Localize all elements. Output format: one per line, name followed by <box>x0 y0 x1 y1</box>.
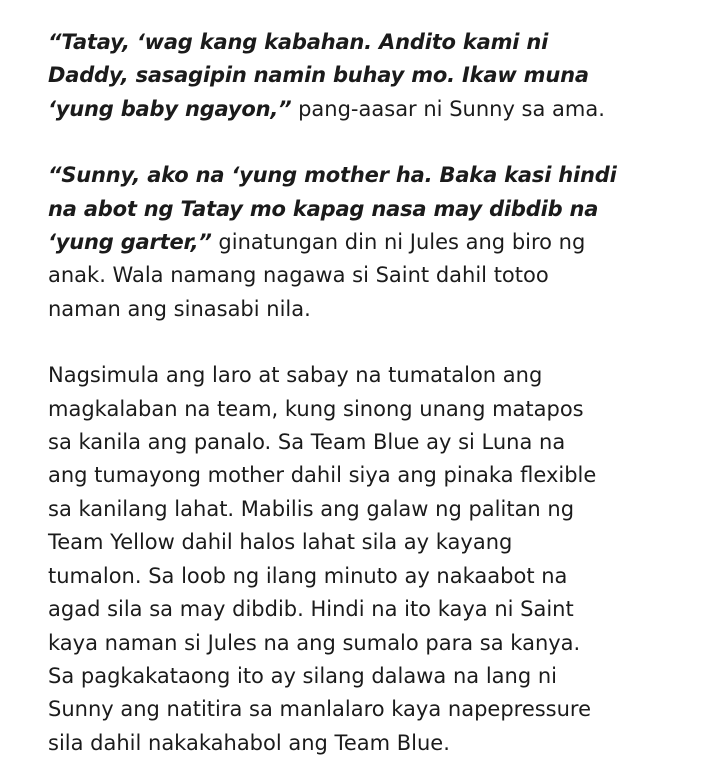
narration-text: Team Yellow dahil halos lahat sila ay kayang <box>48 530 513 555</box>
text-line <box>48 193 690 226</box>
dialogue-text: “Tatay, ‘wag kang kabahan. Andito kami ni <box>48 30 549 54</box>
narration-text: sa kanilang lahat. Mabilis ang galaw ng palitan ng <box>48 496 575 521</box>
text-line <box>48 727 690 760</box>
text-line <box>48 560 690 593</box>
narration-text: agad sila sa may dibdib. Hindi na ito kaya ni Saint <box>48 597 574 622</box>
narration-text: Nagsimula ang laro at sabay na tumatalon ang <box>48 363 543 388</box>
text-line <box>48 259 690 292</box>
text-line <box>48 293 690 326</box>
narration-text: sila dahil nakakahabol ang Team Blue. <box>48 730 450 755</box>
paragraph-game-narration <box>48 359 690 760</box>
text-line <box>48 59 690 92</box>
text-line <box>48 159 690 192</box>
narration-text: Sa pagkakataong ito ay silang dalawa na lang ni <box>48 663 557 688</box>
narration-text: sa kanila ang panalo. Sa Team Blue ay si Luna na <box>48 430 566 455</box>
text-line <box>48 359 690 392</box>
narration-text: ang tumayong mother dahil siya ang pinaka flexible <box>48 463 597 488</box>
narration-text: tumalon. Sa loob ng ilang minuto ay nakaabot na <box>48 563 568 588</box>
narration-text: anak. Wala namang nagawa si Saint dahil totoo <box>48 263 549 288</box>
text-line <box>48 526 690 559</box>
text-line <box>48 226 690 259</box>
narration-text: kaya naman si Jules na ang sumalo para sa kanya. <box>48 630 581 655</box>
paragraph-tatay-dialogue <box>48 26 690 126</box>
narration-text: Sunny ang natitira sa manlalaro kaya napepressure <box>48 697 592 722</box>
dialogue-text: ‘yung garter,” <box>48 230 212 255</box>
text-line <box>48 459 690 492</box>
text-line <box>48 26 690 59</box>
narration-text: naman ang sinasabi nila. <box>48 296 311 321</box>
dialogue-text: Daddy, sasagipin namin buhay mo. Ikaw muna <box>48 63 589 88</box>
paragraph-sunny-dialogue <box>48 159 690 326</box>
narration-text: magkalaban na team, kung sinong unang matapos <box>48 396 584 421</box>
text-line <box>48 493 690 526</box>
text-line <box>48 593 690 626</box>
narration-text: pang-aasar ni Sunny sa ama. <box>291 96 605 121</box>
dialogue-text: “Sunny, ako na ‘yung mother ha. Baka kasi hindi <box>48 163 617 188</box>
dialogue-text: na abot ng Tatay mo kapag nasa may dibdib na <box>48 196 599 221</box>
text-line <box>48 393 690 426</box>
text-line <box>48 693 690 726</box>
text-line <box>48 660 690 693</box>
text-line <box>48 426 690 459</box>
narration-text: ginatungan din ni Jules ang biro ng <box>211 230 586 255</box>
text-line <box>48 627 690 660</box>
text-line <box>48 93 690 126</box>
dialogue-text: ‘yung baby ngayon,” <box>48 96 292 121</box>
